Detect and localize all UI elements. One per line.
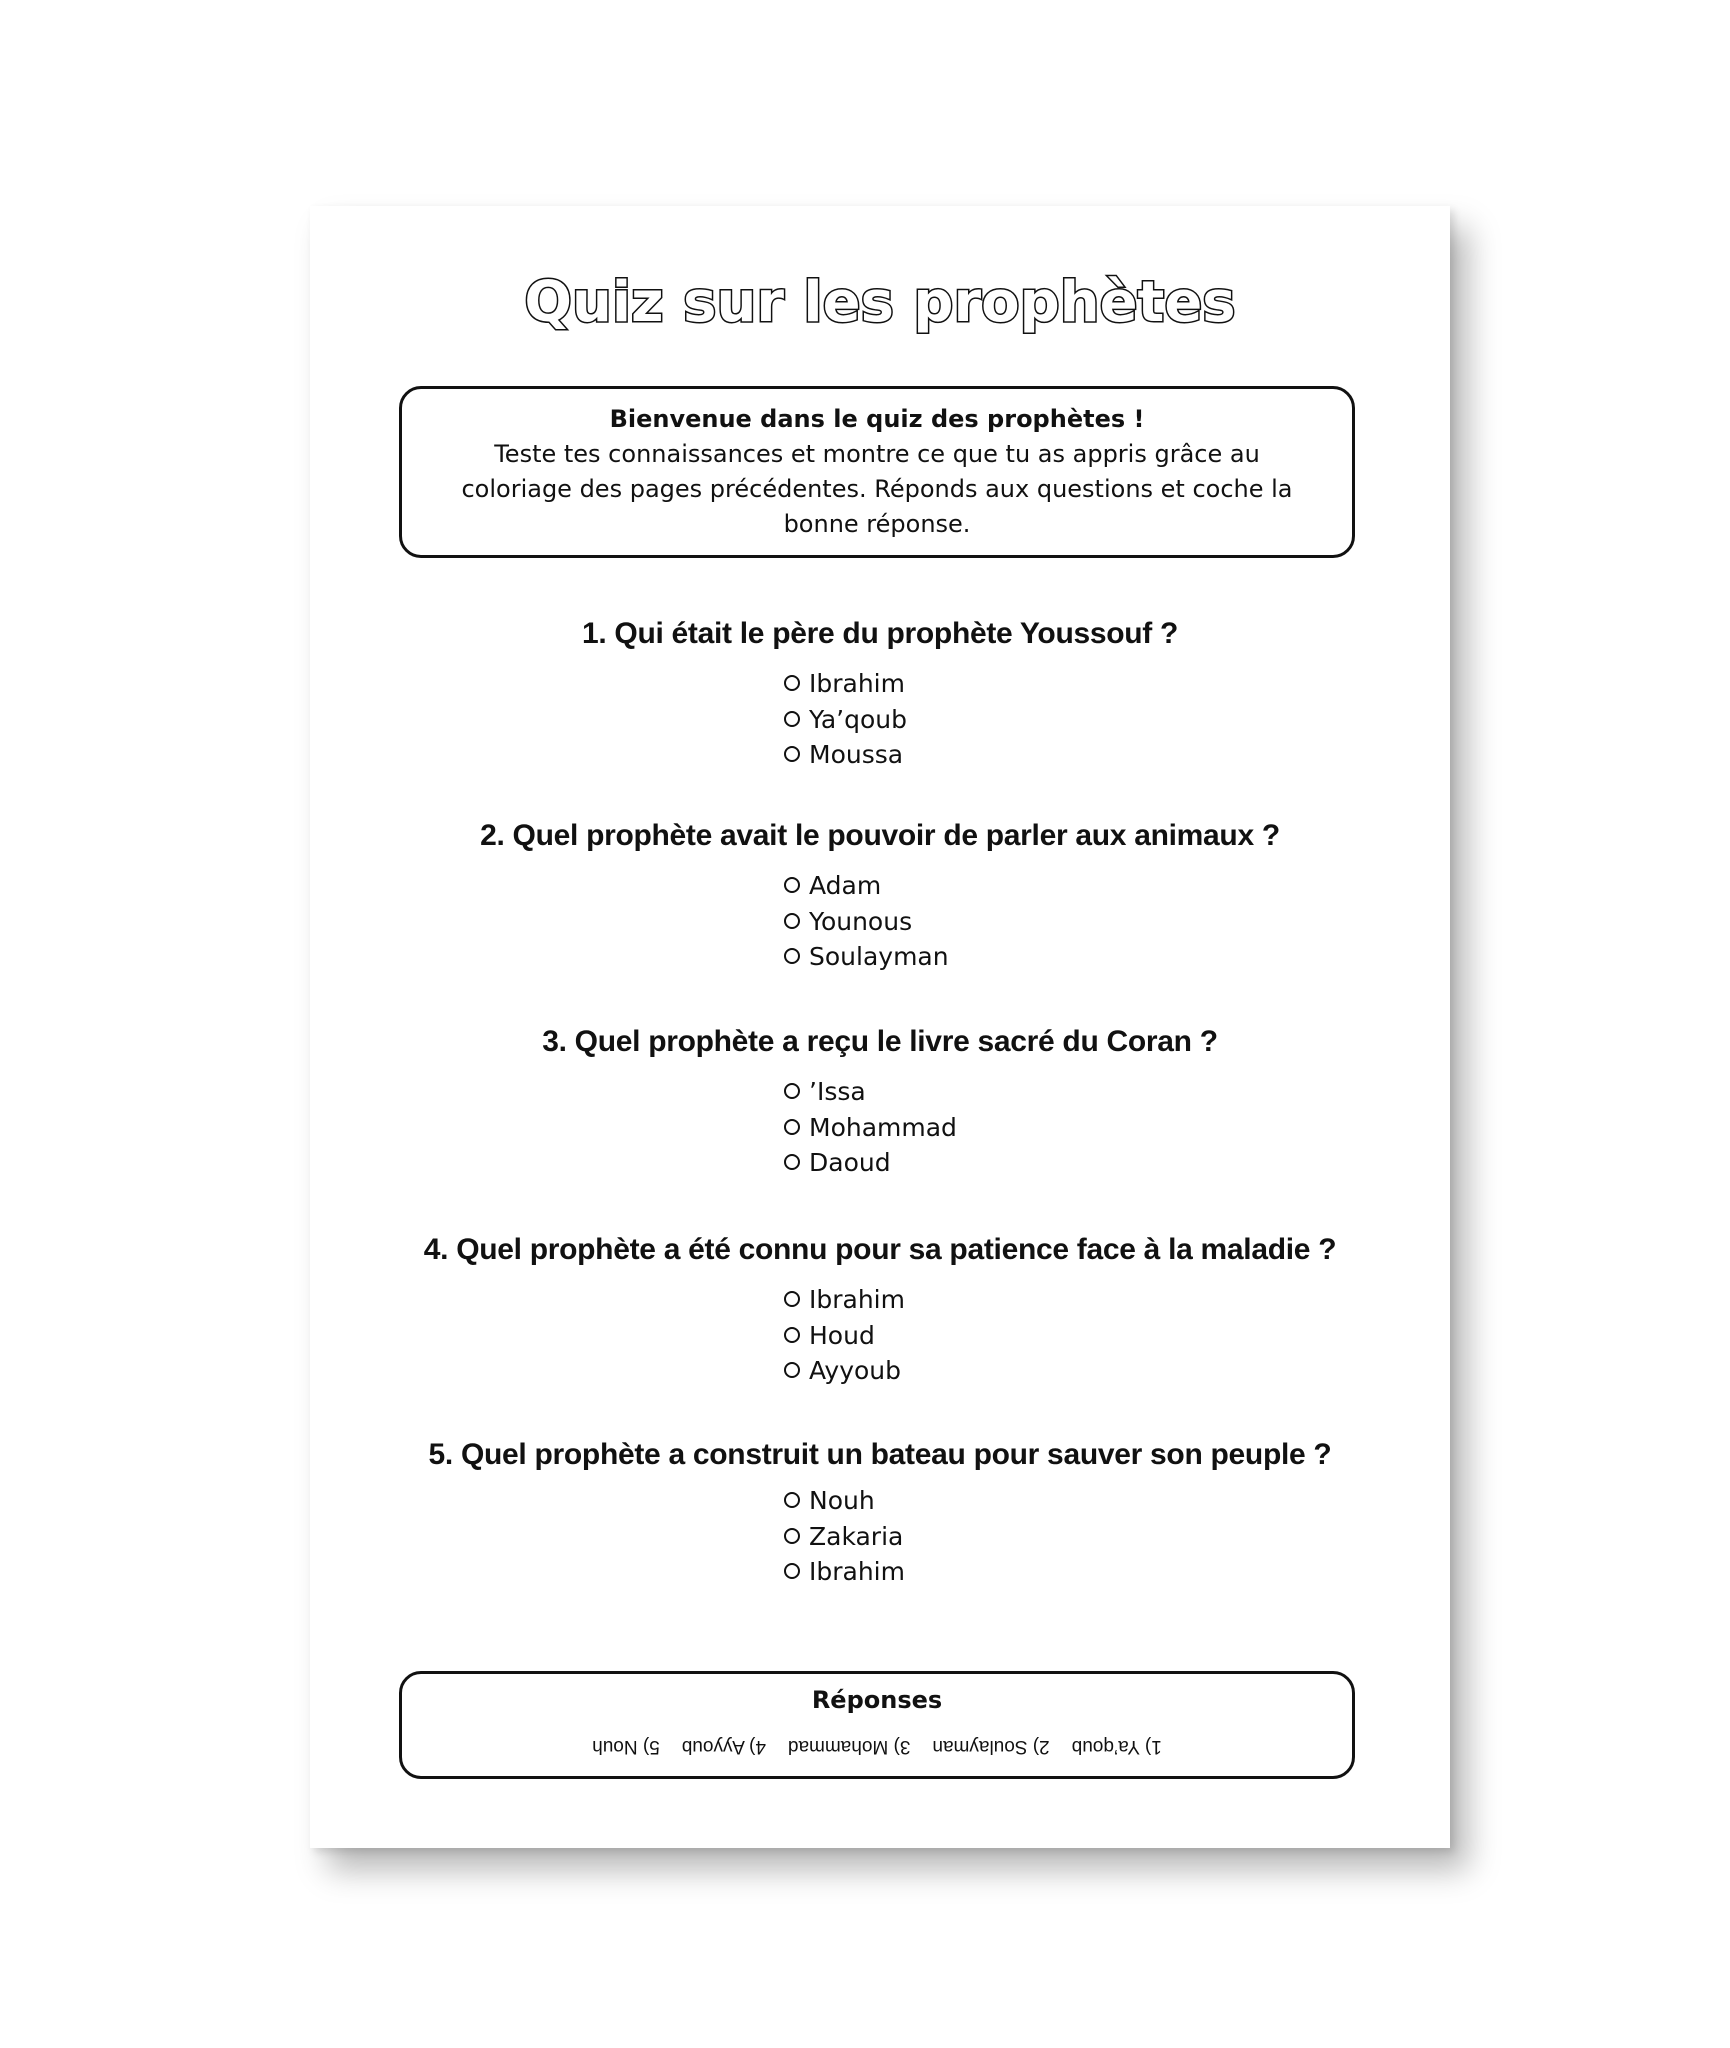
answer-item: 4) Ayyoub [681, 1736, 766, 1757]
radio-circle-icon[interactable] [784, 1291, 800, 1307]
option-label: Soulayman [809, 942, 949, 971]
option-label: Zakaria [809, 1521, 904, 1551]
radio-circle-icon[interactable] [784, 1154, 800, 1170]
option-label: Adam [809, 871, 882, 900]
option[interactable] [784, 737, 1204, 773]
radio-circle-icon[interactable] [784, 1362, 800, 1378]
radio-circle-icon[interactable] [784, 1528, 800, 1544]
option[interactable] [784, 904, 1204, 940]
option-label: Ibrahim [809, 1285, 905, 1314]
intro-heading: Bienvenue dans le quiz des prophètes ! [609, 405, 1145, 433]
radio-circle-icon[interactable] [784, 877, 800, 893]
quiz-page [310, 206, 1450, 1848]
option-list [784, 1483, 1204, 1590]
question-text: 5. Quel prophète a construit un bateau pour sauver son peuple ? [428, 1438, 1332, 1471]
option-label: Daoud [809, 1148, 891, 1177]
answer-item: 2) Soulayman [932, 1736, 1050, 1757]
option-list [784, 666, 1204, 773]
option-label: ’Issa [809, 1077, 866, 1106]
option-label: Ibrahim [809, 669, 905, 698]
intro-line-3: bonne réponse. [783, 510, 971, 538]
answer-item: 3) Mohammad [787, 1736, 911, 1757]
option-label: Houd [809, 1320, 875, 1350]
answers-upside-down [402, 1730, 1352, 1762]
option-list [784, 1282, 1204, 1389]
option-label: Nouh [809, 1486, 875, 1515]
option-list [784, 868, 1204, 975]
option[interactable] [784, 1554, 1204, 1590]
question-3 [310, 1022, 1450, 1177]
option[interactable] [784, 868, 1204, 904]
question-text: 3. Quel prophète a reçu le livre sacré du Coran ? [542, 1025, 1218, 1058]
option-label: Ya’qoub [809, 704, 907, 734]
intro-line-1: Teste tes connaissances et montre ce que tu as appris grâce au [494, 440, 1260, 468]
radio-circle-icon[interactable] [784, 711, 800, 727]
radio-circle-icon[interactable] [784, 1119, 800, 1135]
option[interactable] [784, 1074, 1204, 1110]
radio-circle-icon[interactable] [784, 948, 800, 964]
option[interactable] [784, 1318, 1204, 1354]
option-label: Mohammad [809, 1112, 957, 1142]
page-title: Quiz sur les prophètes [524, 270, 1236, 335]
option[interactable] [784, 939, 1204, 975]
question-text: 2. Quel prophète avait le pouvoir de parler aux animaux ? [480, 819, 1280, 852]
question-4 [310, 1230, 1450, 1385]
option[interactable] [784, 1282, 1204, 1318]
question-text: 1. Qui était le père du prophète Youssouf ? [581, 617, 1179, 650]
option[interactable] [784, 1110, 1204, 1146]
option[interactable] [784, 702, 1204, 738]
radio-circle-icon[interactable] [784, 1083, 800, 1099]
intro-box [399, 386, 1355, 558]
answer-item: 5) Nouh [592, 1736, 660, 1757]
question-5 [310, 1435, 1450, 1586]
question-text: 4. Quel prophète a été connu pour sa patience face à la maladie ? [423, 1233, 1337, 1266]
radio-circle-icon[interactable] [784, 913, 800, 929]
intro-line-2: coloriage des pages précédentes. Réponds aux questions et coche la [461, 475, 1293, 503]
answers-title: Réponses [811, 1686, 943, 1714]
radio-circle-icon[interactable] [784, 1563, 800, 1579]
option[interactable] [784, 1519, 1204, 1555]
option-label: Ayyoub [809, 1356, 902, 1385]
option-label: Younous [809, 906, 913, 936]
radio-circle-icon[interactable] [784, 675, 800, 691]
option-label: Moussa [809, 740, 904, 769]
option-label: Ibrahim [809, 1557, 905, 1586]
radio-circle-icon[interactable] [784, 746, 800, 762]
answer-item: 1) Ya’qoub [1071, 1736, 1162, 1757]
option[interactable] [784, 1353, 1204, 1389]
answers-box [399, 1671, 1355, 1779]
radio-circle-icon[interactable] [784, 1327, 800, 1343]
question-1 [310, 614, 1450, 769]
option[interactable] [784, 1483, 1204, 1519]
option[interactable] [784, 666, 1204, 702]
question-2 [310, 816, 1450, 971]
option-list [784, 1074, 1204, 1181]
option[interactable] [784, 1145, 1204, 1181]
radio-circle-icon[interactable] [784, 1492, 800, 1508]
